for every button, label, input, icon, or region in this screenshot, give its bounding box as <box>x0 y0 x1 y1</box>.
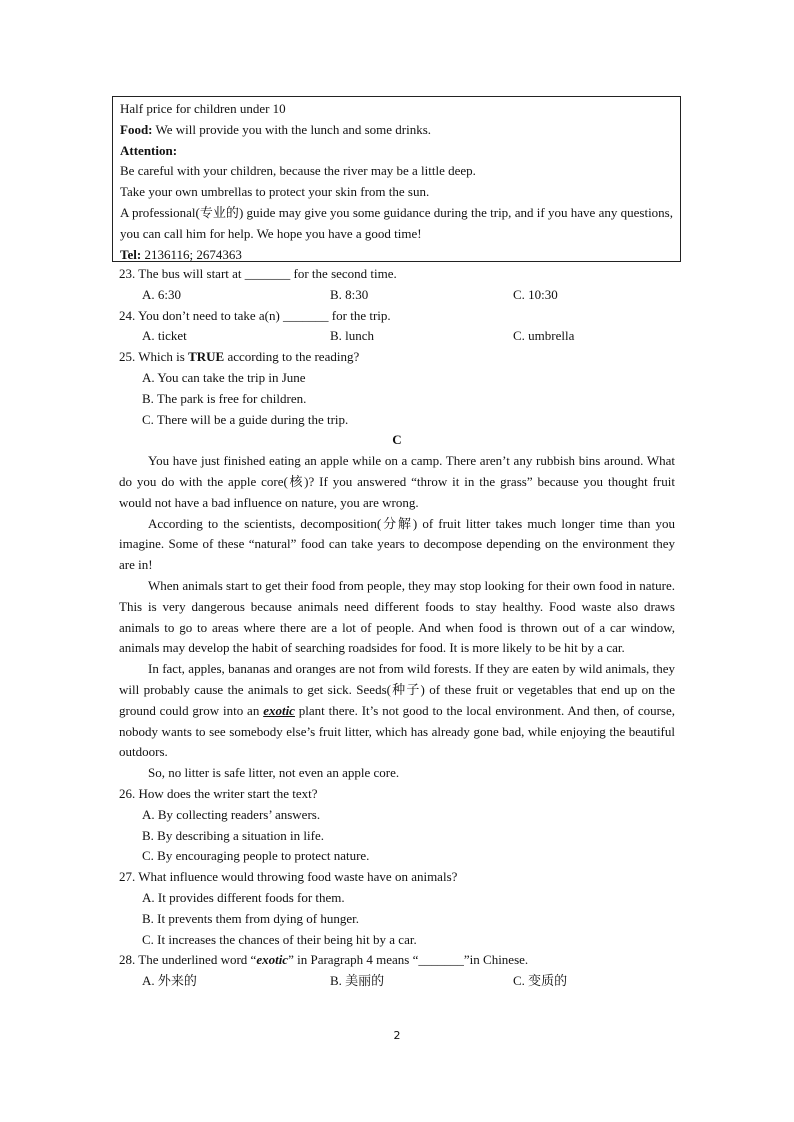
tel-text: 2136116; 2674363 <box>141 246 242 262</box>
q24-option-b: B. lunch <box>330 328 375 344</box>
p4-pre: In fact, apples, bananas and oranges are not from wild forests. If they are eaten by wild animals, they will probably cause the animals to get sick. Seeds(种子) of these fruit or vegetables that end up on the ground could grow into an <box>119 661 675 718</box>
notice-tel-line <box>120 245 673 266</box>
passage-paragraph-5: So, no litter is safe litter, not even an apple core. <box>148 765 400 781</box>
q26-option-b: B. By describing a situation in life. <box>142 827 324 843</box>
q25-stem <box>119 347 675 368</box>
question-area <box>119 264 675 992</box>
q28-options <box>119 971 675 992</box>
passage-paragraph-1: You have just finished eating an apple while on a camp. There aren’t any rubbish bins around. What do you do with the apple core(核)? If you answered “throw it in the grass” because you thought fruit would not have a bad influence on nature, you are wrong. <box>119 453 675 510</box>
q24-option-a: A. ticket <box>142 328 187 344</box>
passage-paragraph-4 <box>119 659 675 763</box>
q25-option-c: C. There will be a guide during the trip. <box>142 411 349 427</box>
q25-stem-pre: 25. Which is <box>119 349 189 365</box>
p4-post: plant there. It’s not good to the local environment. And then, of course, nobody wants to see somebody else’s fruit litter, which has already gone bad, while enjoying the beautiful outdoors. <box>119 702 675 760</box>
q26-option-a: A. By collecting readers’ answers. <box>142 806 321 822</box>
food-text: We will provide you with the lunch and some drinks. <box>152 121 432 137</box>
q26-option-c: C. By encouraging people to protect nature. <box>142 848 370 864</box>
q28-option-b: B. 美丽的 <box>330 973 385 989</box>
q28-stem-word: exotic <box>256 952 289 968</box>
q25-stem-post: according to the reading? <box>224 349 360 365</box>
q23-option-c: C. 10:30 <box>513 286 558 302</box>
q23-option-b: B. 8:30 <box>330 286 369 302</box>
q26-stem: 26. How does the writer start the text? <box>119 785 318 801</box>
q28-stem-post: ” in Paragraph 4 means “_______”in Chinese. <box>288 952 529 968</box>
q27-option-b: B. It prevents them from dying of hunger. <box>142 910 359 926</box>
q23-option-a: A. 6:30 <box>142 286 181 302</box>
attention-label: Attention: <box>120 142 178 158</box>
p4-underlined-word: exotic <box>263 702 295 718</box>
q23-options <box>119 285 675 306</box>
q24-stem: 24. You don’t need to take a(n) _______ for the trip. <box>119 307 391 323</box>
trip-notice-box <box>112 96 681 262</box>
notice-umbrella-line: Take your own umbrellas to protect your skin from the sun. <box>120 184 430 200</box>
notice-food-line <box>120 120 673 141</box>
passage-paragraph-2: According to the scientists, decomposition(分解) of fruit litter takes much longer time than you imagine. Some of these “natural” food can take years to decompose depending on the environment they are in! <box>119 515 675 573</box>
food-label: Food: <box>120 121 153 137</box>
q28-stem-pre: 28. The underlined word “ <box>119 952 257 968</box>
q23-stem: 23. The bus will start at _______ for the second time. <box>119 266 397 281</box>
notice-careful-line: Be careful with your children, because the river may be a little deep. <box>120 163 476 179</box>
passage-paragraph-3: When animals start to get their food from people, they may stop looking for their own food in nature. This is very dangerous because animals need different foods to stay healthy. Food waste also draws animals to go to areas where there are a lot of people. And when food is thrown out of a car window, animals may develop the habit of searching roadsides for food. It is more likely to be hit by a car. <box>119 577 675 656</box>
notice-guide-line: A professional(专业的) guide may give you some guidance during the trip, and if you have any questions, you can call him for help. We hope you have a good time! <box>120 204 673 241</box>
q24-option-c: C. umbrella <box>513 328 575 344</box>
q25-option-b: B. The park is free for children. <box>142 390 307 406</box>
q27-option-c: C. It increases the chances of their being hit by a car. <box>142 931 417 947</box>
q25-stem-bold: TRUE <box>188 349 225 365</box>
q24-options <box>119 326 675 347</box>
q28-option-a: A. 外来的 <box>142 973 197 989</box>
notice-price-line: Half price for children under 10 <box>120 101 286 116</box>
q28-stem <box>119 950 675 971</box>
q27-stem: 27. What influence would throwing food waste have on animals? <box>119 869 458 885</box>
section-c-heading: C <box>392 432 402 448</box>
q27-option-a: A. It provides different foods for them. <box>142 889 345 905</box>
tel-label: Tel: <box>120 246 142 262</box>
page-number: 2 <box>393 1029 401 1042</box>
q28-option-c: C. 变质的 <box>513 973 568 989</box>
q25-option-a: A. You can take the trip in June <box>142 369 306 385</box>
